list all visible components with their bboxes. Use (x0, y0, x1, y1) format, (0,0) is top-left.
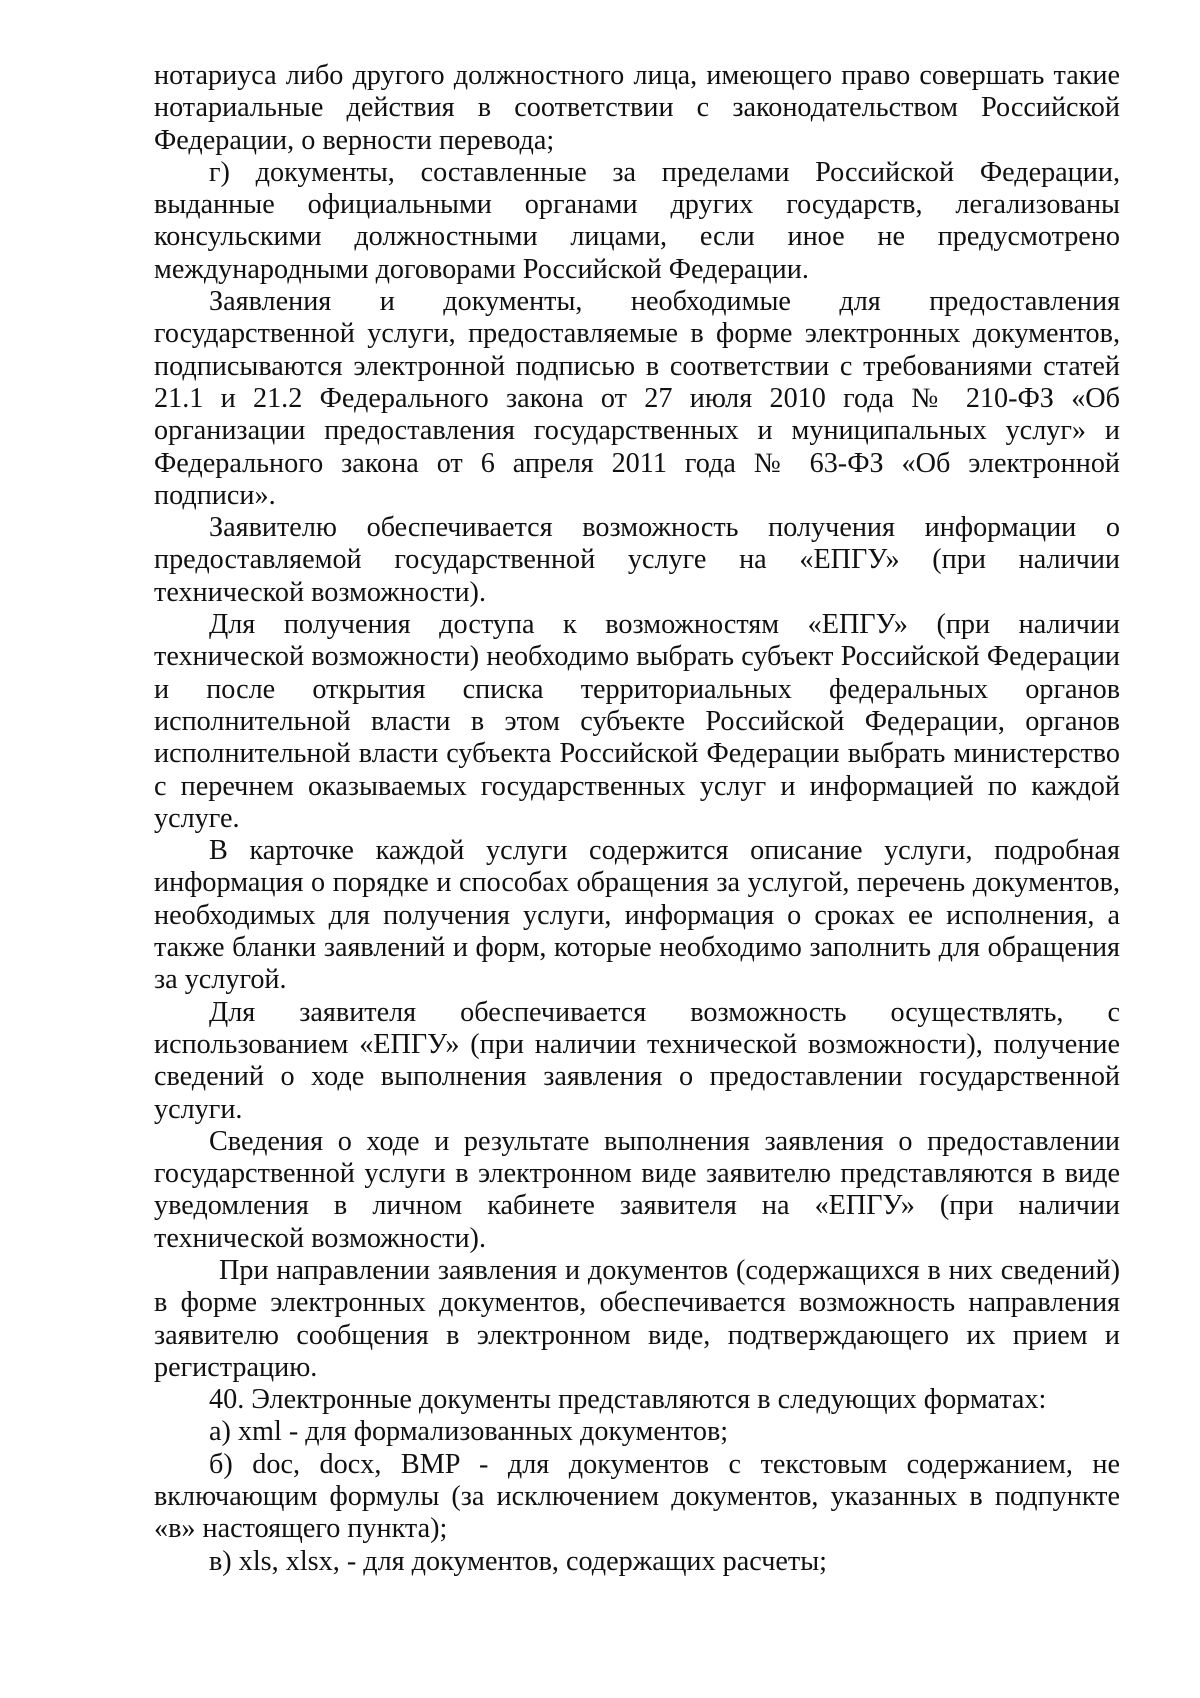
paragraph-item-g: г) документы, составленные за пределами Российской Федерации, выданные официальными органами других государств, легализованы консульскими должностными лицами, если иное не предусмотрено международными договорами Российской Федерации. (154, 156, 1120, 285)
paragraph-registration-message: При направлении заявления и документов (содержащихся в них сведений) в форме электронных документов, обеспечивается возможность направления заявителю сообщения в электронном виде, подтверждающего их прием и регистрацию. (154, 1254, 1120, 1383)
paragraph-item-a: а) xml - для формализованных документов; (209, 1416, 729, 1448)
paragraph-progress-info: Для заявителя обеспечивается возможность осуществлять, с использованием «ЕПГУ» (при наличии технической возможности), получение сведений о ходе выполнения заявления о предоставлении государственной услуги. (154, 996, 1120, 1125)
paragraph-electronic-signature: Заявления и документы, необходимые для предоставления государственной услуги, предоставляемые в форме электронных документов, подписываются электронной подписью в соответствии с требованиями статей 21.1 и 21.2 Федерального закона от 27 июля 2010 года № 210-ФЗ «Об организации предоставления государственных и муниципальных услуг» и Федерального закона от 6 апреля 2011 года № 63-ФЗ «Об электронной подписи». (154, 286, 1120, 511)
paragraph-result-info: Сведения о ходе и результате выполнения заявления о предоставлении государственной услуги в электронном виде заявителю представляются в виде уведомления в личном кабинете заявителя на «ЕПГУ» (при наличии технической возможности). (154, 1125, 1120, 1254)
paragraph-service-card: В карточке каждой услуги содержится описание услуги, подробная информация о порядке и способах обращения за услугой, перечень документов, необходимых для получения услуги, информация о сроках ее исполнения, а также бланки заявлений и форм, которые необходимо заполнить для обращения за услугой. (154, 835, 1120, 996)
paragraph-item-40: 40. Электронные документы представляются в следующих форматах: (209, 1384, 1047, 1416)
document-body (154, 60, 1120, 1578)
paragraph-continuation: нотариуса либо другого должностного лица, имеющего право совершать такие нотариальные действия в соответствии с законодательством Российской Федерации, о верности перевода; (154, 60, 1120, 156)
paragraph-epgu-access: Для получения доступа к возможностям «ЕПГУ» (при наличии технической возможности) необходимо выбрать субъект Российской Федерации и после открытия списка территориальных федеральных органов исполнительной власти в этом субъекте Российской Федерации, органов исполнительной власти субъекта Российской Федерации выбрать министерство с перечнем оказываемых государственных услуг и информацией по каждой услуге. (154, 609, 1120, 834)
paragraph-item-v: в) xls, xlsx, - для документов, содержащих расчеты; (209, 1545, 827, 1577)
paragraph-epgu-info: Заявителю обеспечивается возможность получения информации о предоставляемой государственной услуге на «ЕПГУ» (при наличии технической возможности). (154, 512, 1120, 608)
paragraph-item-b: б) doc, docx, BMP - для документов с текстовым содержанием, не включающим формулы (за исключением документов, указанных в подпункте «в» настоящего пункта); (154, 1448, 1120, 1545)
